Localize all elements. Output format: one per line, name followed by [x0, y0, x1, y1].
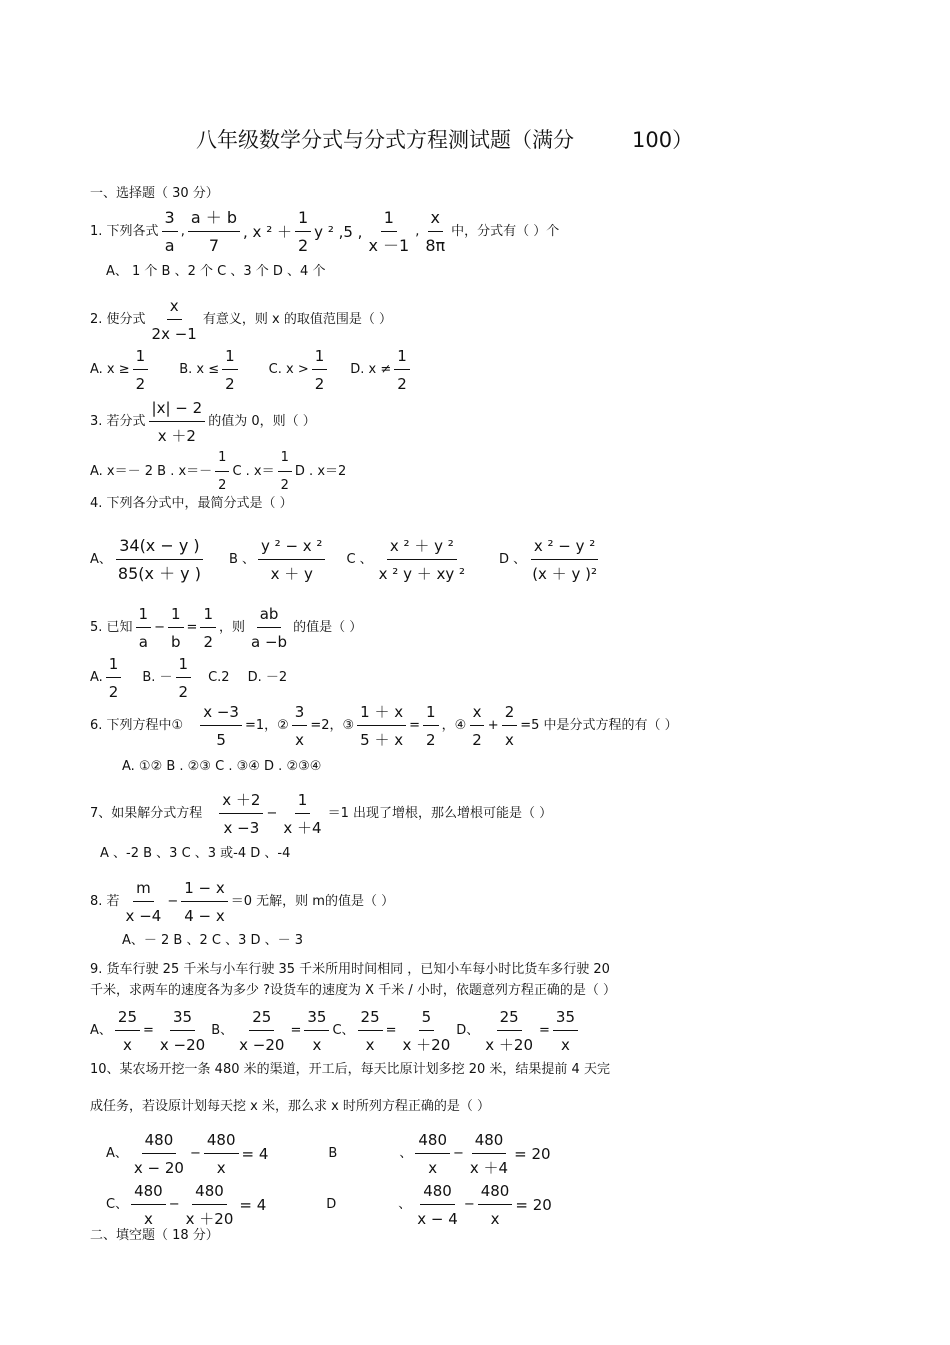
- fraction-denominator: 8π: [425, 236, 446, 255]
- fraction-numerator: 1: [295, 790, 311, 814]
- fraction-denominator: a: [138, 633, 148, 651]
- fraction-numerator: 1 − x: [181, 878, 228, 902]
- fraction-numerator: x: [167, 296, 182, 320]
- fraction-numerator: 480: [472, 1130, 507, 1154]
- question-1: 1. 下列各式 $\frac{3}{a}$ , $\frac{a + b}{7}$ , x ² ＋ $\frac{1}{2}$ y ² ,5 , $\frac{1}{x -1}$ , $\frac{x}{8\pi}$ 中，分式有（ ）个: [90, 208, 560, 255]
- fraction-denominator: 2: [314, 375, 325, 393]
- fraction-denominator: x ＋4: [283, 819, 322, 837]
- q3-tail: 的值为 0，则（ ）: [208, 414, 316, 429]
- fraction-denominator: 2: [203, 633, 213, 651]
- fraction-denominator: 2: [225, 375, 235, 393]
- fraction-numerator: 25: [358, 1007, 383, 1031]
- fraction-denominator: (x ＋ y )²: [532, 565, 597, 583]
- fraction-numerator: 1: [200, 604, 216, 628]
- fraction-numerator: 25: [497, 1007, 522, 1031]
- q3-options: [90, 448, 346, 496]
- q6-fraction-3: [357, 702, 406, 750]
- fraction-numerator: 35: [170, 1007, 195, 1031]
- fraction-numerator: 1: [168, 604, 184, 628]
- fraction-numerator: 35: [553, 1007, 578, 1031]
- q6-text-5: +: [487, 718, 499, 733]
- fraction-numerator: x: [428, 208, 443, 232]
- question-5: 5. 已知 $\frac{1}{a}$ − $\frac{1}{b}$ = $\frac{1}{2}$ ，则 $\frac{ab}{a -b}$ 的值是（ ）: [90, 605, 363, 651]
- q6-text-2: =2，③: [310, 718, 355, 733]
- q6-fraction-6: [502, 702, 518, 750]
- fraction-denominator: x −20: [239, 1036, 285, 1054]
- q9-a-right: [157, 1007, 208, 1055]
- q6-tail: =5 中是分式方程的有（ ）: [520, 718, 678, 733]
- question-10-line-1: 10、某农场开挖一条 480 米的渠道，开工后，每天比原计划多挖 20 米，结果提前 4 天完: [90, 1062, 610, 1077]
- q9-c-right: [400, 1007, 454, 1055]
- fraction-denominator: x: [428, 1159, 438, 1177]
- q5-option-a-fraction: [106, 654, 122, 702]
- q10-options-row-2: C、 $\frac{480}{x}$ − $\frac{480}{x +20}$ = 4 D 、 $\frac{480}{x - 4}$ − $\frac{480}{x}$ = 20: [106, 1182, 552, 1228]
- fraction-denominator: 2: [472, 731, 482, 749]
- q9-c-left: [358, 1007, 383, 1055]
- fraction-numerator: 1: [381, 208, 397, 232]
- fraction-denominator: x: [143, 1210, 153, 1228]
- fraction-denominator: 2: [426, 731, 436, 749]
- fraction-denominator: x ² y ＋ xy ²: [378, 565, 466, 583]
- q1-fraction-5: [422, 208, 448, 256]
- q7-fraction-2: [280, 790, 324, 838]
- q3-lead: 3. 若分式: [90, 414, 146, 429]
- q2-fraction: [149, 296, 200, 344]
- q4-option-d-fraction: [529, 536, 600, 584]
- fraction-denominator: x －1: [368, 236, 410, 255]
- q2-option-c-fraction: [312, 346, 328, 394]
- q5-fraction-2: [168, 604, 184, 652]
- fraction-numerator: |x| − 2: [149, 398, 206, 422]
- fraction-numerator: 480: [420, 1181, 455, 1205]
- q5-tail: 的值是（ ）: [293, 620, 363, 635]
- q7-fraction-1: [219, 790, 263, 838]
- question-9-line-2: 千米，求两车的速度各为多少 ?设货车的速度为 X 千米 / 小时，依题意列方程正确的是（ ）: [90, 983, 616, 998]
- q3-fraction: [149, 398, 206, 446]
- fraction-denominator: 2: [178, 683, 189, 701]
- q10-d-right: [478, 1181, 513, 1229]
- fraction-denominator: 2: [397, 375, 407, 393]
- q6-lead: 6. 下列方程中①: [90, 718, 184, 733]
- q10-label-a: A、: [106, 1146, 128, 1161]
- fraction-numerator: 1: [106, 654, 122, 678]
- fraction-numerator: 3: [292, 702, 308, 726]
- q10-a-right: [204, 1130, 239, 1178]
- fraction-denominator: x ＋2: [157, 427, 196, 445]
- q1-fraction-3: [295, 208, 311, 256]
- q2-options: [90, 346, 413, 394]
- q6-fraction-2: [292, 702, 308, 750]
- fraction-numerator: 1: [312, 346, 328, 370]
- q2-option-b: B. x ≤: [179, 362, 220, 377]
- q2-option-d-fraction: [394, 346, 410, 394]
- q9-b-left: [236, 1007, 287, 1055]
- fraction-numerator: x: [470, 702, 485, 726]
- fraction-numerator: 35: [304, 1007, 329, 1031]
- q1-mid: , x ² ＋: [243, 223, 292, 241]
- fraction-denominator: 2: [297, 236, 309, 255]
- q9-d-left: [482, 1007, 536, 1055]
- q5-fraction-3: [200, 604, 216, 652]
- q10-label-d: D: [326, 1197, 337, 1212]
- q6-text-4: ，④: [441, 718, 467, 733]
- fraction-denominator: x − 4: [417, 1210, 458, 1228]
- q4-option-a-fraction: [115, 536, 204, 584]
- fraction-numerator: 1: [176, 654, 192, 678]
- q5-option-c: C.2: [208, 670, 230, 685]
- fraction-denominator: 85(x ＋ y ): [117, 564, 201, 583]
- page-title: [196, 124, 693, 154]
- q2-option-c: C. x >: [268, 362, 309, 377]
- q9-label-c: C、: [332, 1023, 355, 1038]
- q8-tail: ＝0 无解，则 m的值是（ ）: [230, 894, 395, 909]
- q6-fraction-4: [423, 702, 439, 750]
- fraction-denominator: x: [365, 1036, 375, 1054]
- q8-lead: 8. 若: [90, 894, 120, 909]
- q2-option-b-fraction: [222, 346, 238, 394]
- fraction-numerator: ab: [257, 604, 282, 628]
- q5-fraction-4: [248, 604, 290, 652]
- q3-option-d: D . x＝2: [294, 464, 347, 479]
- fraction-denominator: b: [171, 633, 181, 651]
- q6-fraction-1: [200, 702, 242, 750]
- fraction-denominator: x: [490, 1210, 500, 1228]
- fraction-numerator: 3: [162, 208, 178, 232]
- fraction-denominator: x: [561, 1036, 570, 1054]
- q7-tail: ＝1 出现了增根，那么增根可能是（ ）: [327, 806, 553, 821]
- q9-d-right: [553, 1007, 578, 1055]
- q9-label-a: A、: [90, 1023, 112, 1038]
- fraction-numerator: 1: [423, 702, 439, 726]
- fraction-denominator: x −3: [223, 819, 260, 837]
- q1-lead: 1. 下列各式: [90, 224, 159, 239]
- fraction-numerator: x ＋2: [219, 790, 263, 814]
- question-6: [90, 702, 678, 750]
- q1-tail: 中，分式有（ ）个: [451, 224, 560, 239]
- fraction-numerator: 480: [192, 1181, 227, 1205]
- q1-mid2: y ² ,5 ,: [314, 223, 363, 241]
- question-10-line-2: 成任务，若设原计划每天挖 x 米，那么求 x 时所列方程正确的是（ ）: [90, 1099, 491, 1114]
- fraction-numerator: 34(x − y ): [116, 536, 202, 560]
- fraction-denominator: 2: [280, 478, 289, 493]
- q3-option-b-fraction: [215, 448, 229, 496]
- q5-option-b-fraction: [176, 654, 192, 702]
- fraction-denominator: 5 ＋ x: [360, 731, 404, 749]
- fraction-numerator: 1: [133, 346, 149, 370]
- q4-label-a: A、: [90, 552, 112, 567]
- fraction-denominator: x ＋20: [402, 1036, 451, 1054]
- q5-option-d: D. －2: [247, 670, 288, 685]
- section-heading-fill: 二、填空题（ 18 分）: [90, 1228, 219, 1243]
- question-8: 8. 若 $\frac{m}{x -4}$ − $\frac{1 - x}{4 - x}$ ＝0 无解，则 m的值是（ ）: [90, 879, 395, 925]
- question-9-line-1: 9. 货车行驶 25 千米与小车行驶 35 千米所用时间相同 ，已知小车每小时比货车多行驶 20: [90, 962, 610, 977]
- q10-b-left: [415, 1130, 450, 1178]
- fraction-denominator: x ＋20: [485, 1036, 534, 1054]
- fraction-numerator: 1: [295, 208, 311, 232]
- q5-options: [90, 654, 287, 702]
- fraction-numerator: 25: [249, 1007, 274, 1031]
- q3-option-a-b: A. x＝－ 2 B . x＝－: [90, 464, 213, 479]
- q5-mid: ，则: [219, 620, 246, 635]
- fraction-numerator: 5: [419, 1007, 435, 1031]
- fraction-denominator: x ＋20: [185, 1210, 234, 1228]
- fraction-denominator: x −4: [125, 907, 162, 925]
- q3-option-c: C . x＝: [232, 464, 275, 479]
- q3-option-c-fraction: [278, 448, 292, 496]
- fraction-numerator: 1: [215, 448, 229, 472]
- fraction-numerator: 1: [222, 346, 238, 370]
- q10-a-rhs: = 4: [241, 1145, 269, 1163]
- fraction-denominator: x ＋ y: [270, 565, 313, 583]
- fraction-numerator: 1: [278, 448, 292, 472]
- q2-option-a: A. x ≥: [90, 362, 130, 377]
- q4-label-b: B 、: [228, 552, 256, 567]
- section-heading-choice: 一、选择题（ 30 分）: [90, 186, 219, 201]
- q2-option-d: D. x ≠: [350, 362, 392, 377]
- fraction-numerator: a ＋ b: [188, 208, 240, 232]
- question-3: [90, 398, 316, 446]
- q5-option-b: B. －: [142, 670, 173, 685]
- fraction-denominator: x: [295, 731, 305, 749]
- q10-b-rhs: = 20: [514, 1145, 551, 1163]
- fraction-numerator: y ² − x ²: [258, 536, 325, 560]
- fraction-denominator: 2x −1: [151, 325, 197, 343]
- fraction-numerator: x ² − y ²: [531, 536, 598, 560]
- q10-label-b: B: [328, 1146, 338, 1161]
- question-4-stem: 4. 下列各分式中，最简分式是（ ）: [90, 496, 293, 511]
- fraction-denominator: a −b: [251, 633, 288, 651]
- fraction-denominator: x: [216, 1159, 226, 1177]
- q8-fraction-1: [123, 878, 165, 926]
- title-text: 八年级数学分式与分式方程测试题（满分: [196, 128, 574, 152]
- question-7: 7、如果解分式方程 $\frac{x +2}{x -3}$ − $\frac{1}{x +4}$ ＝1 出现了增根，那么增根可能是（ ）: [90, 791, 553, 837]
- q9-options: A、 $\frac{25}{x}$ = $\frac{35}{x -20}$ B、 $\frac{25}{x -20}$ = $\frac{35}{x}$ C、 $\frac{25}{x}$ = $\frac{5}{x +20}$ D、 $\frac{25}{x +20}$ = $\frac{35}{x}$: [90, 1007, 581, 1055]
- q10-d-left: [414, 1181, 461, 1229]
- fraction-denominator: x: [505, 731, 514, 749]
- q6-options: A. ①② B . ②③ C . ③④ D . ②③④: [122, 759, 322, 774]
- q10-b-right: [467, 1130, 511, 1178]
- q7-options: A 、-2 B 、3 C 、3 或-4 D 、-4: [100, 846, 291, 861]
- title-score: 100）: [632, 128, 694, 152]
- fraction-denominator: 2: [218, 478, 227, 493]
- fraction-numerator: m: [133, 878, 154, 902]
- q4-option-b-fraction: [258, 536, 325, 584]
- fraction-denominator: 2: [108, 683, 119, 701]
- q2-option-a-fraction: [133, 346, 149, 394]
- q5-option-a: A.: [90, 670, 103, 685]
- q8-options: A、－ 2 B 、2 C 、3 D 、－ 3: [122, 933, 304, 948]
- q10-a-left: [131, 1130, 187, 1178]
- fraction-numerator: 1: [136, 604, 152, 628]
- q5-lead: 5. 已知: [90, 620, 133, 635]
- q2-tail: 有意义，则 x 的取值范围是（ ）: [202, 312, 392, 327]
- fraction-numerator: 25: [115, 1007, 140, 1031]
- question-2: [90, 296, 392, 344]
- q10-options-row-1: A、 $\frac{480}{x - 20}$ − $\frac{480}{x}$ = 4 B 、 $\frac{480}{x}$ − $\frac{480}{x +4}$ = 20: [106, 1131, 551, 1177]
- q7-lead: 7、如果解分式方程: [90, 806, 203, 821]
- q9-label-d: D、: [456, 1023, 480, 1038]
- q10-c-rhs: = 4: [239, 1196, 267, 1214]
- fraction-denominator: x: [312, 1036, 322, 1054]
- q10-d-rhs: = 20: [515, 1196, 552, 1214]
- fraction-numerator: 480: [415, 1130, 450, 1154]
- q5-fraction-1: [136, 604, 152, 652]
- q4-options: [90, 536, 603, 584]
- q6-fraction-5: [469, 702, 485, 750]
- fraction-denominator: 5: [216, 731, 226, 749]
- q1-fraction-2: [188, 208, 240, 256]
- q10-c-right: [183, 1181, 237, 1229]
- fraction-denominator: a: [164, 236, 175, 255]
- fraction-denominator: x: [123, 1036, 132, 1054]
- fraction-numerator: x ² ＋ y ²: [387, 536, 457, 560]
- q1-fraction-4: [365, 208, 412, 256]
- fraction-numerator: 2: [502, 702, 518, 726]
- q9-a-left: [115, 1007, 140, 1055]
- fraction-denominator: x −20: [159, 1036, 206, 1054]
- q9-b-right: [304, 1007, 329, 1055]
- fraction-numerator: x −3: [200, 702, 242, 726]
- fraction-denominator: 2: [135, 375, 146, 393]
- fraction-numerator: 1: [394, 346, 410, 370]
- fraction-denominator: x ＋4: [469, 1159, 509, 1177]
- q1-fraction-1: [162, 208, 178, 256]
- q6-text-1: =1，②: [244, 718, 289, 733]
- q4-label-c: C 、: [346, 552, 373, 567]
- q4-label-d: D 、: [499, 552, 527, 567]
- q9-label-b: B、: [211, 1023, 234, 1038]
- q4-option-c-fraction: [376, 536, 468, 584]
- fraction-denominator: 7: [208, 236, 220, 255]
- fraction-numerator: 480: [142, 1130, 177, 1154]
- q8-fraction-2: [181, 878, 228, 926]
- fraction-numerator: 480: [204, 1130, 239, 1154]
- q1-options: A、 1 个 B 、2 个 C 、3 个 D 、4 个: [106, 264, 326, 279]
- fraction-numerator: 480: [131, 1181, 166, 1205]
- fraction-numerator: 1 ＋ x: [357, 702, 406, 726]
- fraction-numerator: 480: [478, 1181, 513, 1205]
- fraction-denominator: 4 − x: [184, 907, 225, 925]
- q2-lead: 2. 使分式: [90, 312, 146, 327]
- q6-text-3: =: [409, 718, 421, 733]
- fraction-denominator: x − 20: [133, 1159, 184, 1177]
- q10-label-c: C、: [106, 1197, 129, 1212]
- q10-c-left: [131, 1181, 166, 1229]
